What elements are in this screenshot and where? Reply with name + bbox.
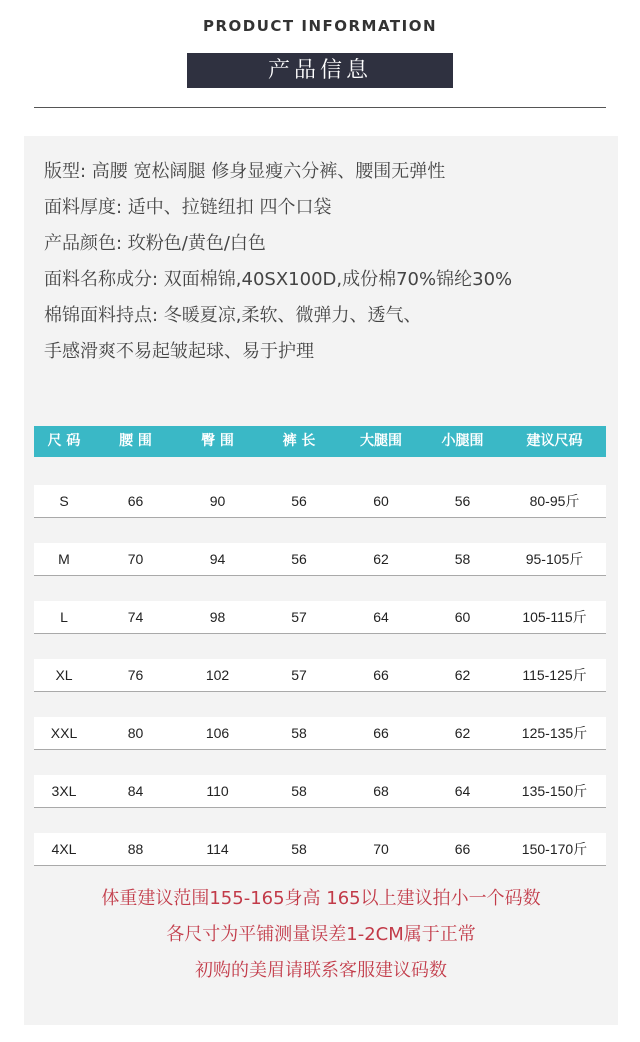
- table-cell: 70: [373, 841, 389, 857]
- spec-line: 面料厚度: 适中、拉链纽扣 四个口袋: [44, 197, 332, 218]
- table-cell: 62: [454, 667, 471, 683]
- table-row: [34, 543, 606, 576]
- table-cell: 102: [205, 667, 230, 683]
- table-cell: 66: [454, 841, 471, 857]
- table-cell: XXL: [50, 725, 78, 741]
- table-cell: 90: [209, 493, 226, 509]
- table-cell: 3XL: [51, 783, 77, 799]
- table-row: [34, 833, 606, 866]
- size-table-header: [34, 426, 606, 457]
- section-title-cn: 产品信息: [187, 53, 453, 88]
- column-header: 大腿围: [360, 433, 402, 449]
- table-cell: 94: [209, 551, 226, 567]
- table-cell: 95-105斤: [525, 551, 584, 567]
- size-notes: [24, 881, 618, 989]
- spec-line: 面料名称成分: 双面棉锦,40SX100D,成份棉70%锦纶30%: [44, 269, 513, 290]
- note-line: 各尺寸为平铺测量误差1-2CM属于正常: [166, 924, 476, 945]
- table-cell: 58: [291, 783, 307, 799]
- table-cell: 56: [454, 493, 471, 509]
- table-cell: 56: [291, 493, 307, 509]
- column-header: 小腿围: [441, 433, 484, 449]
- note-line: 初购的美眉请联系客服建议码数: [195, 960, 447, 981]
- table-cell: 105-115斤: [522, 609, 587, 625]
- table-cell: 74: [127, 609, 144, 625]
- spec-line: 手感滑爽不易起皱起球、易于护理: [44, 341, 314, 362]
- note-line: 体重建议范围155-165身高 165以上建议拍小一个码数: [101, 888, 541, 909]
- table-cell: 80-95斤: [529, 493, 580, 509]
- table-cell: 135-150斤: [521, 783, 588, 799]
- table-cell: 64: [373, 609, 389, 625]
- table-cell: 57: [291, 609, 307, 625]
- table-cell: 115-125斤: [522, 667, 587, 683]
- table-cell: 56: [291, 551, 307, 567]
- table-cell: 58: [291, 725, 307, 741]
- column-header: 臀 围: [201, 433, 234, 449]
- table-cell: S: [59, 493, 69, 509]
- table-cell: 57: [291, 667, 307, 683]
- table-cell: 106: [205, 725, 230, 741]
- table-cell: 58: [454, 551, 471, 567]
- table-cell: 76: [127, 667, 144, 683]
- table-cell: 150-170斤: [521, 841, 588, 857]
- table-cell: 66: [127, 493, 144, 509]
- section-title-en: PRODUCT INFORMATION: [202, 17, 438, 35]
- table-cell: L: [60, 609, 68, 625]
- product-info-panel: [24, 136, 618, 1025]
- table-cell: 70: [127, 551, 144, 567]
- table-row: [34, 601, 606, 634]
- table-row: [34, 717, 606, 750]
- column-header: 尺 码: [47, 433, 81, 449]
- spec-line: 棉锦面料持点: 冬暖夏凉,柔软、微弹力、透气、: [44, 305, 422, 326]
- table-row: [34, 659, 606, 692]
- table-cell: 64: [454, 783, 471, 799]
- column-header: 裤 长: [282, 433, 316, 449]
- spec-line: 版型: 高腰 宽松阔腿 修身显瘦六分裤、腰围无弹性: [44, 161, 446, 182]
- table-row: [34, 775, 606, 808]
- table-cell: XL: [55, 667, 73, 683]
- table-cell: 60: [454, 609, 471, 625]
- table-cell: 60: [373, 493, 389, 509]
- table-cell: 114: [206, 841, 229, 857]
- table-cell: 62: [373, 551, 389, 567]
- table-cell: 68: [373, 783, 389, 799]
- table-cell: M: [58, 551, 70, 567]
- table-cell: 66: [373, 667, 389, 683]
- spec-line: 产品颜色: 玫粉色/黄色/白色: [44, 233, 266, 254]
- table-cell: 98: [209, 609, 226, 625]
- column-header: 腰 围: [119, 433, 152, 449]
- table-cell: 110: [206, 783, 229, 799]
- table-cell: 80: [127, 725, 144, 741]
- table-cell: 62: [454, 725, 471, 741]
- table-cell: 4XL: [51, 841, 77, 857]
- table-cell: 88: [127, 841, 144, 857]
- column-header: 建议尺码: [526, 433, 583, 449]
- table-row: [34, 485, 606, 518]
- spec-list: [44, 158, 614, 374]
- table-cell: 84: [127, 783, 144, 799]
- table-cell: 58: [291, 841, 307, 857]
- table-cell: 66: [373, 725, 389, 741]
- divider: [34, 107, 606, 108]
- table-cell: 125-135斤: [521, 725, 588, 741]
